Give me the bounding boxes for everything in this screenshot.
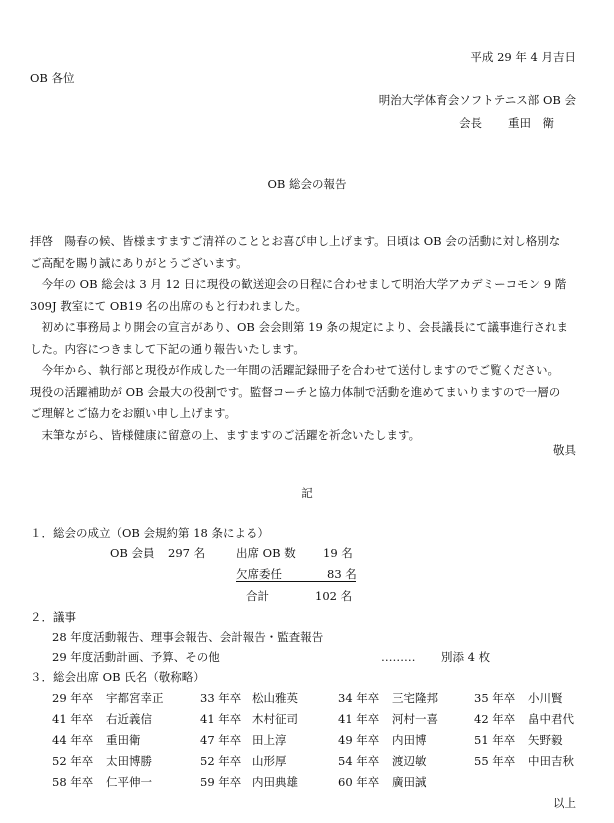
body-text <box>30 231 590 446</box>
attendee-name: 太田博勝 <box>106 754 152 768</box>
attendee-year: 35 年卒 <box>474 691 516 705</box>
attendee-name: 畠中君代 <box>528 712 574 726</box>
attendee-name: 宇都宮幸正 <box>106 691 164 705</box>
document-title: OB 総会の報告 <box>267 177 347 191</box>
document-date: 平成 29 年 4 月吉日 <box>470 50 576 64</box>
attendee-name: 田上淳 <box>252 733 287 747</box>
sender-organization: 明治大学体育会ソフトテニス部 OB 会 <box>378 93 576 107</box>
agenda-item-2-attachment: 別添 4 枚 <box>441 650 491 664</box>
attendee-name: 三宅隆邦 <box>392 691 438 705</box>
ki-label: 記 <box>301 486 313 500</box>
attendee-year: 41 年卒 <box>200 712 242 726</box>
attendee-year: 55 年卒 <box>474 754 516 768</box>
attendee-year: 41 年卒 <box>52 712 94 726</box>
attendee-name: 木村征司 <box>252 712 298 726</box>
body-line: 309J 教室にて OB19 名の出席のもと行われました。 <box>30 298 308 313</box>
attendee-year: 29 年卒 <box>52 691 94 705</box>
attendee-year: 41 年卒 <box>338 712 380 726</box>
attendee-year: 33 年卒 <box>200 691 242 705</box>
body-line: 今年から、執行部と現役が作成した一年間の活躍記録冊子を合わせて送付しますのでご覧ください。 <box>30 363 559 377</box>
attendance-value: 19 名 <box>323 546 353 560</box>
attendee-year: 52 年卒 <box>52 754 94 768</box>
attendee-name: 仁平伸一 <box>106 775 152 789</box>
attendee-name: 小川賢 <box>528 691 563 705</box>
closing-greeting: 敬具 <box>553 443 576 457</box>
attendee-year: 44 年卒 <box>52 733 94 747</box>
attendee-name: 山形厚 <box>252 754 287 768</box>
members-label: OB 会員 <box>110 546 155 560</box>
proxy-label: 欠席委任 <box>236 567 282 581</box>
attendee-name: 矢野毅 <box>528 733 563 747</box>
attendee-year: 59 年卒 <box>200 775 242 789</box>
attendee-year: 60 年卒 <box>338 775 380 789</box>
members-value: 297 名 <box>168 546 206 560</box>
proxy-value: 83 名 <box>327 567 357 581</box>
body-line: ご理解とご協力をお願い申し上げます。 <box>30 406 237 420</box>
section-3-heading: ３．総会出席 OB 氏名（敬称略） <box>30 670 205 684</box>
attendee-year: 42 年卒 <box>474 712 516 726</box>
addressee: OB 各位 <box>30 71 75 85</box>
attendee-name: 渡辺敏 <box>392 754 427 768</box>
attendee-name: 重田衛 <box>106 733 141 747</box>
body-line: 今年の OB 総会は 3 月 12 日に現役の歓送迎会の日程に合わせまして明治大学アカデミーコモン 9 階 <box>30 277 567 291</box>
body-line: 拝啓 陽春の候、皆様ますますご清祥のこととお喜び申し上げます。日頃は OB 会の活動に対し格別な <box>30 234 561 248</box>
attendee-name: 廣田誠 <box>392 775 427 789</box>
proxy-row <box>236 567 356 582</box>
total-value: 102 名 <box>315 589 353 603</box>
body-line: ご高配を賜り誠にありがとうございます。 <box>30 255 248 270</box>
attendee-name: 中田吉秋 <box>528 754 574 768</box>
attendee-name: 内田典雄 <box>252 775 298 789</box>
agenda-item-1: 28 年度活動報告、理事会報告、会計報告・監査報告 <box>52 630 324 644</box>
attendee-year: 54 年卒 <box>338 754 380 768</box>
attendance-label: 出席 OB 数 <box>236 546 296 560</box>
agenda-item-2-dots: ……… <box>381 650 416 664</box>
body-line: 末筆ながら、皆様健康に留意の上、ますますのご活躍を祈念いたします。 <box>30 427 421 442</box>
body-line: 初めに事務局より開会の宣言があり、OB 会会則第 19 条の規定により、会長議長にて議事進行されま <box>30 320 568 334</box>
attendee-name: 右近義信 <box>106 712 152 726</box>
sender-name: 重田 衛 <box>508 116 554 130</box>
attendee-name: 松山雅英 <box>252 691 298 705</box>
body-line: した。内容につきまして下記の通り報告いたします。 <box>30 341 305 356</box>
end-mark: 以上 <box>553 796 576 810</box>
agenda-item-2: 29 年度活動計画、予算、その他 <box>52 650 220 664</box>
attendee-year: 34 年卒 <box>338 691 380 705</box>
attendee-name: 内田博 <box>392 733 427 747</box>
attendee-year: 58 年卒 <box>52 775 94 789</box>
attendee-year: 51 年卒 <box>474 733 516 747</box>
attendee-name: 河村一喜 <box>392 712 438 726</box>
total-label: 合計 <box>246 589 269 603</box>
attendee-year: 52 年卒 <box>200 754 242 768</box>
section-1-heading: １．総会の成立（OB 会規約第 18 条による） <box>30 526 269 540</box>
body-line: 現役の活躍補助が OB 会最大の役割です。監督コーチと協力体制で活動を進めてまいりますので一層の <box>30 384 561 399</box>
attendee-year: 47 年卒 <box>200 733 242 747</box>
sender-role: 会長 <box>459 116 482 130</box>
attendee-year: 49 年卒 <box>338 733 380 747</box>
section-2-heading: ２．議事 <box>30 610 76 624</box>
